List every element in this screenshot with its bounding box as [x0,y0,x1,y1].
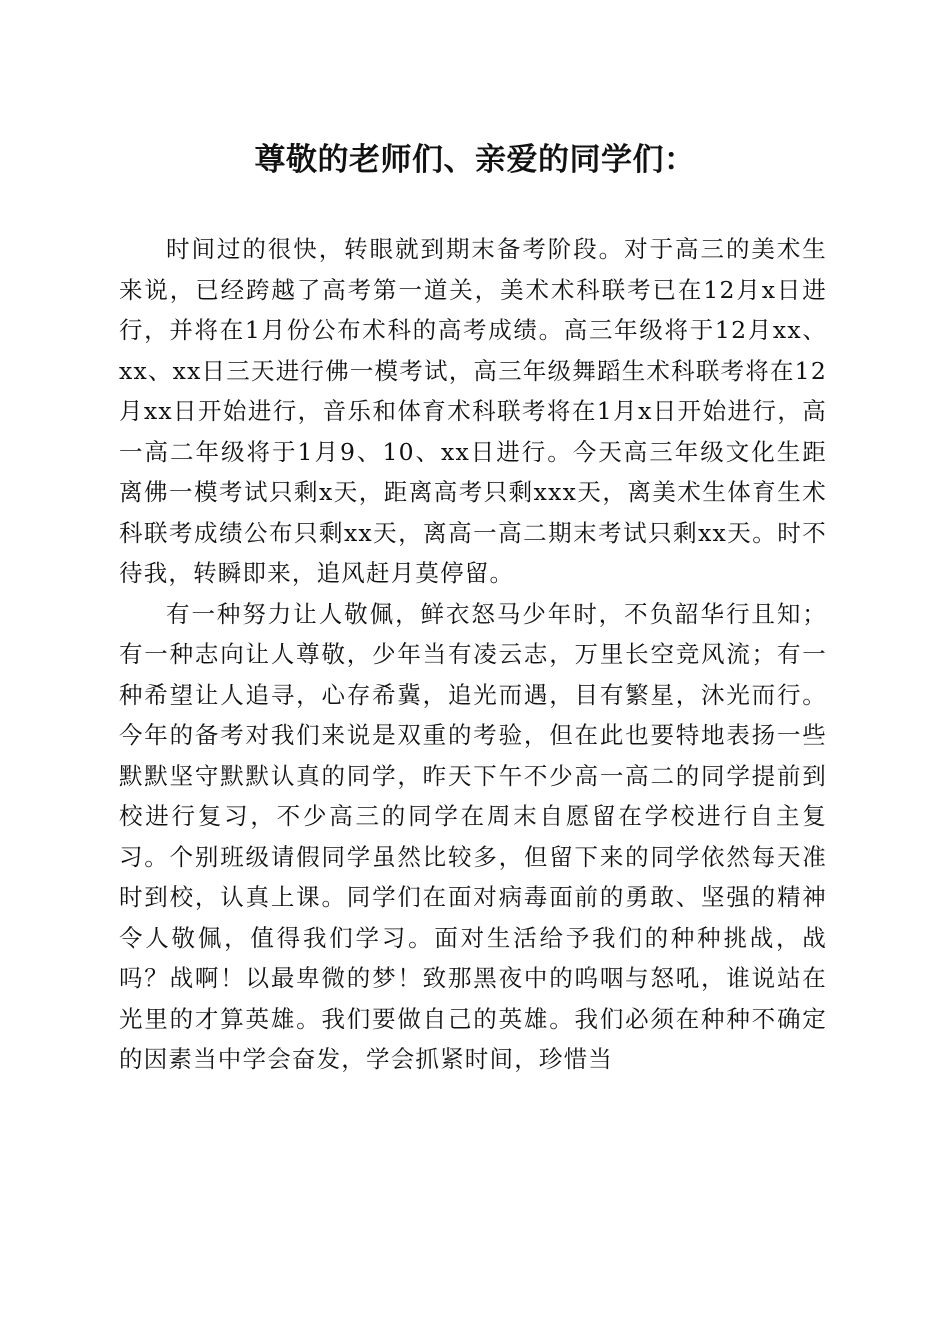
paragraph-2: 有一种努力让人敬佩，鲜衣怒马少年时，不负韶华行且知；有一种志向让人尊敬，少年当有凌云志，万里长空竞风流；有一种希望让人追寻，心存希冀，追光而遇，目有繁星，沐光而行。今年的备考对我们来说是双重的考验，但在此也要特地表扬一些默默坚守默默认真的同学，昨天下午不少高一高二的同学提前到校进行复习，不少高三的同学在周末自愿留在学校进行自主复习。个别班级请假同学虽然比较多，但留下来的同学依然每天准时到校，认真上课。同学们在面对病毒面前的勇敢、坚强的精神令人敬佩，值得我们学习。面对生活给予我们的种种挑战，战吗？战啊！以最卑微的梦！致那黑夜中的呜咽与怒吼，谁说站在光里的才算英雄。我们要做自己的英雄。我们必须在种种不确定的因素当中学会奋发，学会抓紧时间，珍惜当 [119,599,827,1073]
document-body [119,229,827,1080]
paragraph-1: 时间过的很快，转眼就到期末备考阶段。对于高三的美术生来说，已经跨越了高考第一道关，美术术科联考已在12月x日进行，并将在1月份公布术科的高考成绩。高三年级将于12月xx、xx、xx日三天进行佛一模考试，高三年级舞蹈生术科联考将在12月xx日开始进行，音乐和体育术科联考将在1月x日开始进行，高一高二年级将于1月9、10、xx日进行。今天高三年级文化生距离佛一模考试只剩x天，距离高考只剩xxx天，离美术生体育生术科联考成绩公布只剩xx天，离高一高二期末考试只剩xx天。时不待我，转瞬即来，追风赶月莫停留。 [119,235,827,587]
page-title: 尊敬的老师们、亲爱的同学们： [254,142,696,178]
